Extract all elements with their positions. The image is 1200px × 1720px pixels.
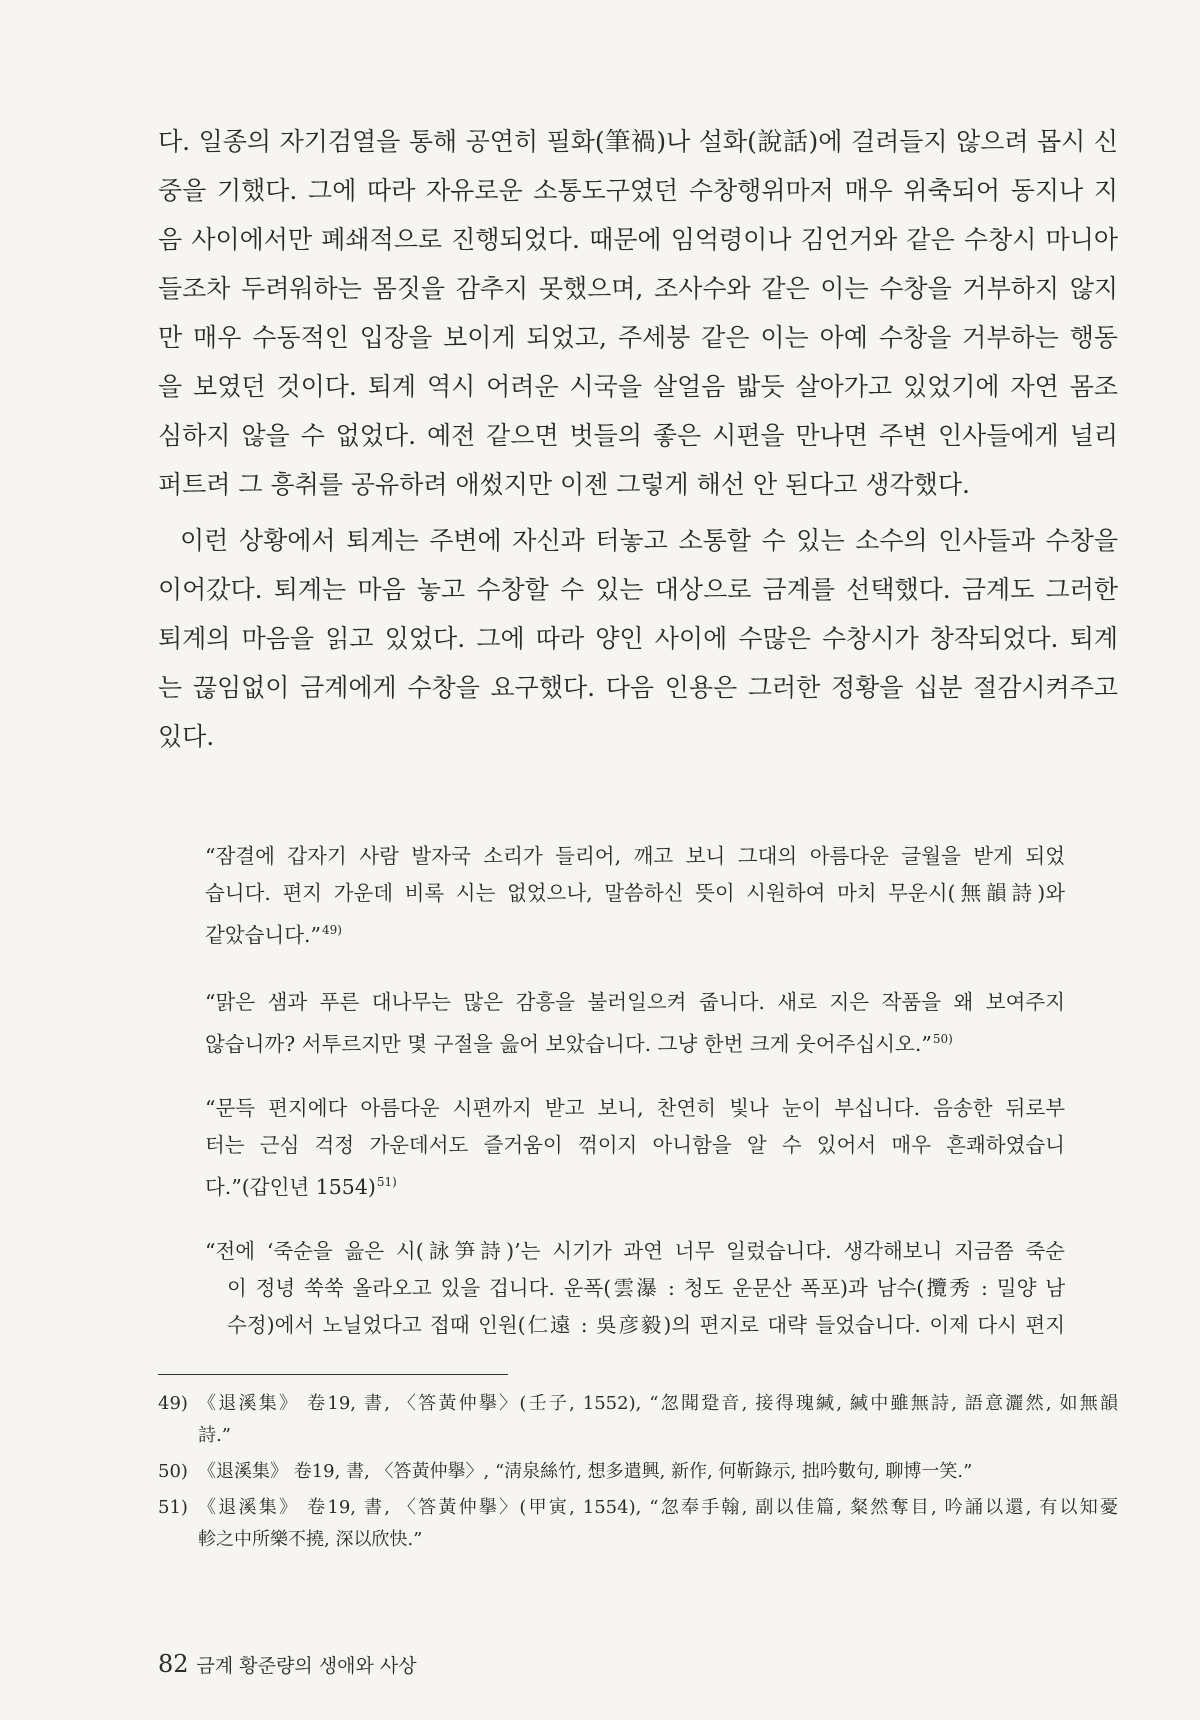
text-line: 만 매우 수동적인 입장을 보이게 되었고, 주세붕 같은 이는 아예 수창을 거부하는 행동 xyxy=(158,323,1118,352)
paragraph-2 xyxy=(158,516,1118,761)
quote-line: 다.”(갑인년 1554)$^{51)}$ xyxy=(205,1175,397,1199)
text-line: 음 사이에서만 폐쇄적으로 진행되었다. 때문에 임억령이나 김언거와 같은 수창시 마니아 xyxy=(158,225,1118,254)
text-line: 심하지 않을 수 없었다. 예전 같으면 벗들의 좋은 시편을 만나면 주변 인사들에게 널리 xyxy=(158,421,1118,450)
footnote-line: 《退溪集》 卷19, 書, 〈答黃仲擧〉, “淸泉絲竹, 想多遣興, 新作, 何靳錄示, 拙吟數句, 聊博一笑.” xyxy=(198,1461,973,1482)
text-line: 이어갔다. 퇴계는 마음 놓고 수창할 수 있는 대상으로 금계를 선택했다. 금계도 그러한 xyxy=(158,575,1118,604)
quote-line: 이 정녕 쑥쑥 올라오고 있을 겁니다. 운폭(雲瀑 : 청도 운문산 폭포)과 남수(攬秀 : 밀양 남 xyxy=(227,1276,1065,1300)
footnote-ref: 50) xyxy=(932,1032,953,1046)
footnote-divider xyxy=(158,1374,508,1375)
text-line: 는 끊임없이 금계에게 수창을 요구했다. 다음 인용은 그러한 정황을 십분 절감시켜주고 xyxy=(158,673,1118,702)
quote-4 xyxy=(205,1233,1065,1344)
footnote-number: 49) xyxy=(158,1393,188,1414)
running-title: 금계 황준량의 생애와 사상 xyxy=(196,1655,417,1677)
quote-line: “잠결에 갑자기 사람 발자국 소리가 들리어, 깨고 보니 그대의 아름다운 글월을 받게 되었 xyxy=(205,844,1065,868)
text-line: 퇴계의 마음을 읽고 있었다. 그에 따라 양인 사이에 수많은 수창시가 창작되었다. 퇴계 xyxy=(158,624,1118,653)
quote-line: 않습니까? 서투르지만 몇 구절을 읊어 보았습니다. 그냥 한번 크게 웃어주십시오.”$^{50)}$ xyxy=(205,1032,953,1056)
footnote-ref: 51) xyxy=(376,1175,397,1189)
page-number: 82 xyxy=(158,1650,189,1678)
text-line: 이런 상황에서 퇴계는 주변에 자신과 터놓고 소통할 수 있는 소수의 인사들과 수창을 xyxy=(180,526,1118,555)
quote-line: 습니다. 편지 가운데 비록 시는 없었으나, 말씀하신 뜻이 시원하여 마치 무운시(無韻詩)와 xyxy=(205,881,1065,905)
text-line: 을 보였던 것이다. 퇴계 역시 어려운 시국을 살얼음 밟듯 살아가고 있었기에 자연 몸조 xyxy=(158,372,1118,401)
footnotes xyxy=(158,1388,1118,1560)
quote-line: 수정)에서 노닐었다고 접때 인원(仁遠 : 吳彦毅)의 편지로 대략 들었습니다. 이제 다시 편지 xyxy=(227,1313,1065,1337)
footnote-50 xyxy=(158,1456,1118,1488)
text-line: 있다. xyxy=(158,722,215,751)
text-line: 다. 일종의 자기검열을 통해 공연히 필화(筆禍)나 설화(說話)에 걸려들지 않으려 몹시 신 xyxy=(158,127,1118,156)
quote-3 xyxy=(205,1090,1065,1206)
text-line: 퍼트려 그 흥취를 공유하려 애썼지만 이젠 그렇게 해선 안 된다고 생각했다. xyxy=(158,470,970,499)
quote-2 xyxy=(205,984,1065,1063)
quote-1 xyxy=(205,838,1065,954)
paragraph-1 xyxy=(158,117,1118,509)
text-line: 중을 기했다. 그에 따라 자유로운 소통도구였던 수창행위마저 매우 위축되어 동지나 지 xyxy=(158,176,1118,205)
footnote-51 xyxy=(158,1492,1118,1556)
footnote-line: 《退溪集》 卷19, 書, 〈答黃仲擧〉(甲寅, 1554), “忽奉手翰, 副以佳篇, 粲然奪目, 吟誦以還, 有以知憂 xyxy=(198,1497,1118,1518)
page-footer xyxy=(158,1650,417,1678)
footnote-line: 軫之中所樂不撓, 深以欣快.” xyxy=(198,1529,423,1550)
footnote-ref: 49) xyxy=(322,923,342,937)
footnote-line: 詩.” xyxy=(198,1425,231,1446)
footnote-number: 50) xyxy=(158,1461,188,1482)
footnote-number: 51) xyxy=(158,1497,188,1518)
footnote-49 xyxy=(158,1388,1118,1452)
text-line: 들조차 두려워하는 몸짓을 감추지 못했으며, 조사수와 같은 이는 수창을 거부하지 않지 xyxy=(158,274,1118,303)
quote-line: 터는 근심 걱정 가운데서도 즐거움이 꺾이지 아니함을 알 수 있어서 매우 흔쾌하였습니 xyxy=(205,1133,1065,1157)
quote-line: “맑은 샘과 푸른 대나무는 많은 감흥을 불러일으켜 줍니다. 새로 지은 작품을 왜 보여주지 xyxy=(205,990,1065,1014)
quote-line: 같았습니다.”$^{49)}$ xyxy=(205,923,342,947)
quote-line: “전에 ‘죽순을 읊은 시(詠笋詩)’는 시기가 과연 너무 일렀습니다. 생각해보니 지금쯤 죽순 xyxy=(205,1239,1065,1263)
footnote-line: 《退溪集》 卷19, 書, 〈答黃仲擧〉(壬子, 1552), “忽聞跫音, 接得瑰緘, 緘中雖無詩, 語意灑然, 如無韻 xyxy=(198,1393,1118,1414)
quote-line: “문득 편지에다 아름다운 시편까지 받고 보니, 찬연히 빛나 눈이 부십니다. 음송한 뒤로부 xyxy=(205,1096,1065,1120)
